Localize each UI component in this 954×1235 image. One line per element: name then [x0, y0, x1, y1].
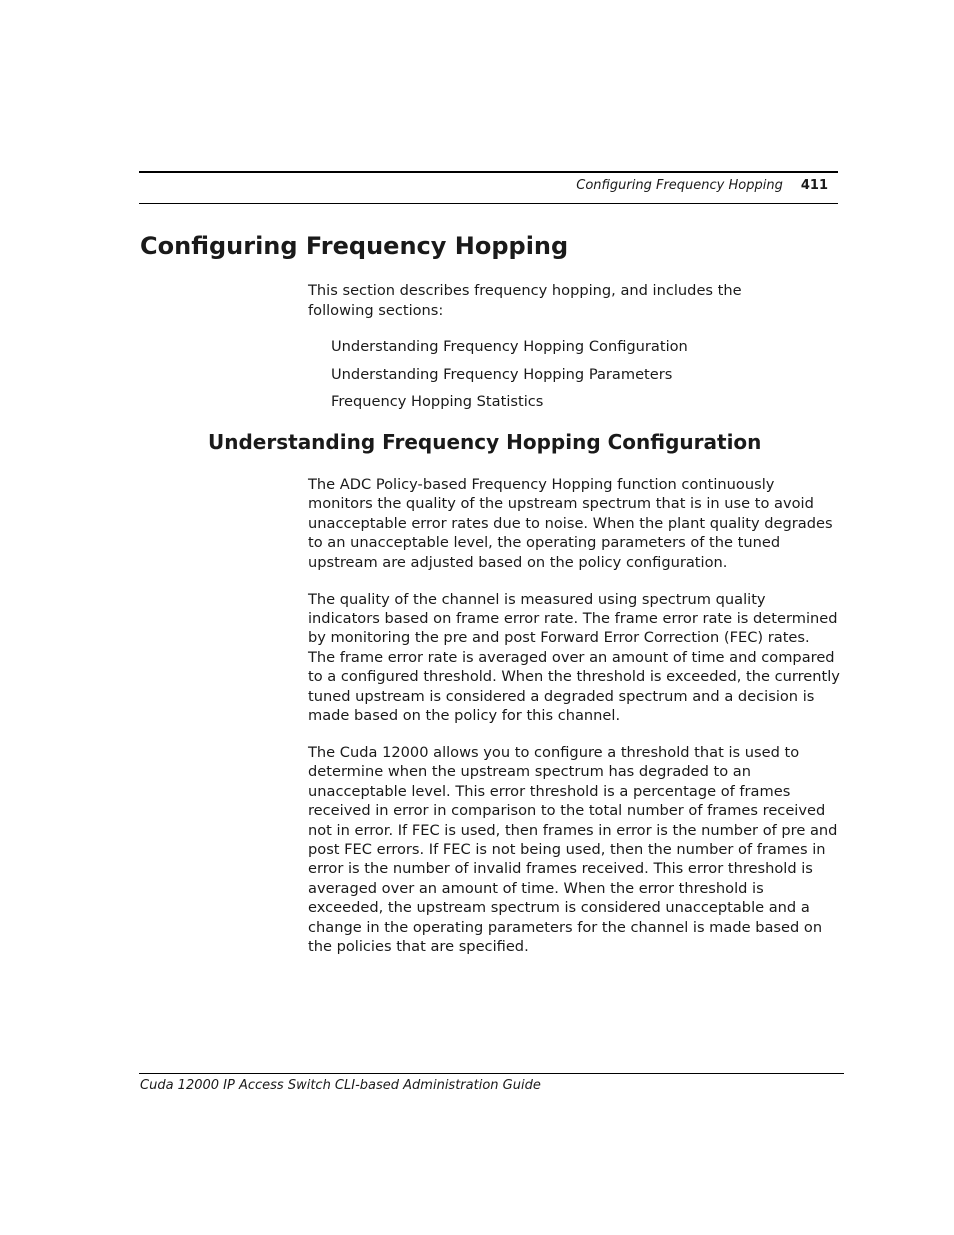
header-rule-bottom	[139, 203, 838, 204]
section-heading: Understanding Frequency Hopping Configuration	[208, 430, 762, 454]
footer-text: Cuda 12000 IP Access Switch CLI-based Administration Guide	[140, 1078, 541, 1093]
page-title: Configuring Frequency Hopping	[140, 232, 569, 260]
section-list-item: Understanding Frequency Hopping Configuration	[331, 338, 688, 355]
section-list	[331, 337, 688, 420]
intro-paragraph: This section describes frequency hopping, and includes the following sections:	[308, 282, 742, 319]
section-list-item: Frequency Hopping Statistics	[331, 393, 544, 410]
header-rule-top	[139, 171, 838, 173]
body-paragraph: The quality of the channel is measured using spectrum quality indicators based on frame error rate. The frame error rate is determined by monitoring the pre and post Forward Error Correction (FEC) rates. The frame error rate is averaged over an amount of time and compared to a configured threshold. When the threshold is exceeded, the currently tuned upstream is considered a degraded spectrum and a decision is made based on the policy for this channel.	[308, 590, 840, 724]
body-paragraph: The Cuda 12000 allows you to configure a threshold that is used to determine when the upstream spectrum has degraded to an unacceptable level. This error threshold is a percentage of frames received in error in comparison to the total number of frames received not in error. If FEC is used, then frames in error is the number of pre and post FEC errors. If FEC is not being used, then the number of frames in error is the number of invalid frames received. This error threshold is averaged over an amount of time. When the error threshold is exceeded, the upstream spectrum is considered unacceptable and a change in the operating parameters for the channel is made based on the policies that are specified.	[308, 743, 838, 955]
section-list-item: Understanding Frequency Hopping Parameters	[331, 365, 673, 383]
running-header	[576, 178, 828, 194]
page-number: 411	[800, 178, 828, 193]
body-paragraph: The ADC Policy-based Frequency Hopping function continuously monitors the quality of the upstream spectrum that is in use to avoid unacceptable error rates due to noise. When the plant quality degrades to an unacceptable level, the operating parameters of the tuned upstream are adjusted based on the policy configuration.	[308, 476, 833, 571]
section-body	[308, 475, 840, 974]
running-header-title: Configuring Frequency Hopping	[576, 178, 783, 193]
footer-rule	[139, 1073, 844, 1074]
